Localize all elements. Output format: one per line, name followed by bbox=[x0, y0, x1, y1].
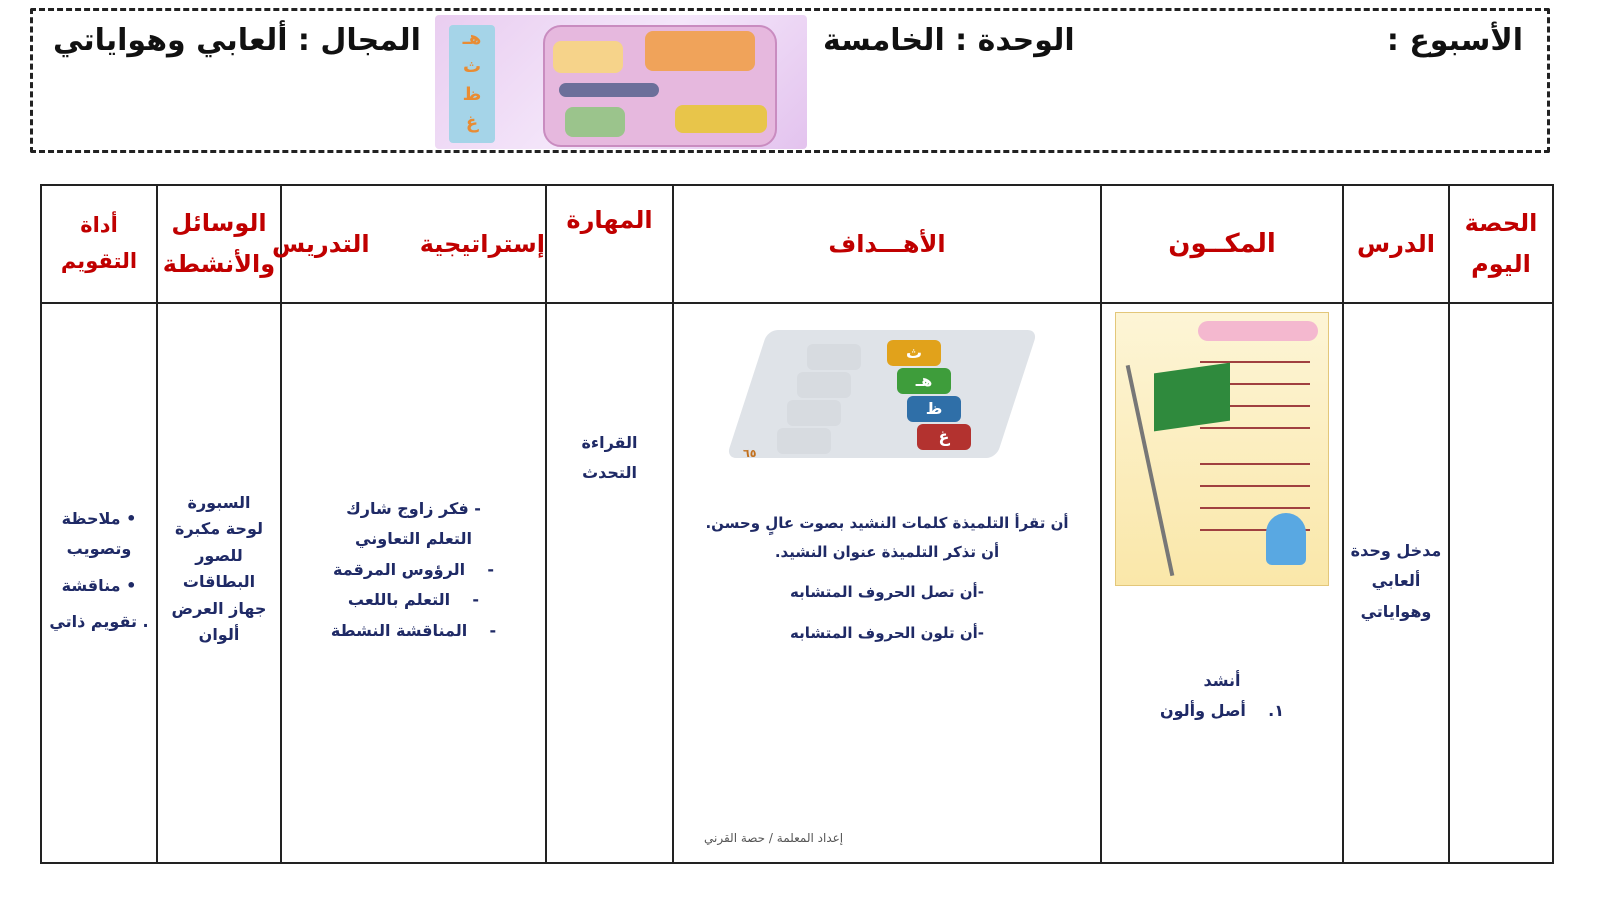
component-cell bbox=[1101, 303, 1343, 863]
col-component: المكــون bbox=[1101, 185, 1343, 303]
tray-key-2: هـ bbox=[897, 368, 951, 394]
tray-blank-key bbox=[777, 428, 831, 454]
resource-item: للصور bbox=[195, 545, 243, 565]
strategy-item: - الرؤوس المرقمة bbox=[333, 559, 494, 579]
col-strategy: إستراتيجية التدريس bbox=[281, 185, 546, 303]
col-period-day bbox=[1449, 185, 1553, 303]
strip-letter: ظ bbox=[462, 84, 482, 105]
assessment-item: • مناقشة bbox=[61, 575, 137, 595]
strategy-item: - المناقشة النشطة bbox=[330, 620, 497, 640]
lesson-line: ألعابي bbox=[1371, 571, 1421, 591]
col-skill: المهارة bbox=[546, 185, 673, 303]
poem-line bbox=[1200, 463, 1310, 465]
unit-cover-image bbox=[435, 15, 807, 149]
tray-key-1: ث bbox=[887, 340, 941, 366]
resource-item: البطاقات bbox=[182, 572, 256, 592]
textbook-page-image bbox=[1115, 312, 1329, 586]
assessment-item: • ملاحظة bbox=[61, 509, 137, 528]
toys-panel bbox=[543, 25, 777, 147]
col-resources-line1: الوسائل bbox=[171, 209, 267, 238]
col-assessment bbox=[41, 185, 157, 303]
component-item: أنشد bbox=[1203, 671, 1241, 690]
tray-key-4: غ bbox=[917, 424, 971, 450]
strategy-cell bbox=[281, 303, 546, 863]
lesson-row bbox=[41, 303, 1553, 863]
header-box bbox=[30, 8, 1550, 153]
lesson-line: مدخل وحدة bbox=[1350, 541, 1442, 560]
col-period: الحصة bbox=[1464, 209, 1538, 238]
skill-cell bbox=[546, 303, 673, 863]
objective-item: -أن تلون الحروف المتشابه bbox=[789, 623, 985, 642]
resource-item: جهاز العرض bbox=[171, 598, 267, 618]
period-day-cell bbox=[1449, 303, 1553, 863]
strip-letter: ث bbox=[462, 56, 482, 77]
lesson-plan-table bbox=[40, 184, 1554, 864]
letters-strip bbox=[449, 25, 495, 143]
tray-base bbox=[726, 330, 1038, 458]
lesson-cell bbox=[1343, 303, 1449, 863]
skill-item: التحدث bbox=[582, 463, 637, 483]
objective-item: -أن تصل الحروف المتشابه bbox=[790, 583, 984, 601]
assessment-item: . تقويم ذاتي bbox=[49, 612, 149, 632]
objectives-list bbox=[674, 509, 1100, 647]
resource-item: ألوان bbox=[198, 624, 240, 644]
strip-letter: غ bbox=[465, 112, 479, 133]
strip-letter: هـ bbox=[462, 28, 482, 49]
strategy-item: - فكر زاوج شارك bbox=[346, 499, 481, 518]
unit-label: الوحدة : الخامسة bbox=[823, 23, 1075, 58]
tray-blank-key bbox=[787, 400, 841, 426]
component-list bbox=[1102, 666, 1342, 727]
week-label: الأسبوع : bbox=[1386, 23, 1523, 58]
park-toy bbox=[565, 107, 625, 137]
assessment-item: وتصويب bbox=[66, 539, 132, 559]
header-row bbox=[41, 185, 1553, 303]
strategy-item: - التعلم باللعب bbox=[347, 590, 480, 610]
skill-item: القراءة bbox=[581, 433, 638, 452]
flag-icon bbox=[1154, 363, 1230, 432]
resources-cell bbox=[157, 303, 281, 863]
tray-blank-key bbox=[797, 372, 851, 398]
lesson-line: وهواياتي bbox=[1360, 601, 1432, 621]
tray-page-number: ٦٥ bbox=[743, 447, 757, 460]
plane-toy bbox=[559, 83, 659, 97]
col-assessment-line2: التقويم bbox=[60, 249, 138, 273]
tray-key-3: ظ bbox=[907, 396, 961, 422]
objectives-cell bbox=[673, 303, 1101, 863]
col-resources-line2: والأنشطة bbox=[162, 250, 276, 278]
book-toy bbox=[645, 31, 755, 71]
poem-line bbox=[1200, 427, 1310, 429]
game-toy bbox=[675, 105, 767, 133]
col-day: اليوم bbox=[1471, 250, 1531, 278]
col-lesson: الدرس bbox=[1343, 185, 1449, 303]
assessment-cell bbox=[41, 303, 157, 863]
col-resources bbox=[157, 185, 281, 303]
objective-item: أن تذكر التلميذة عنوان النشيد. bbox=[774, 542, 1000, 561]
poem-line bbox=[1200, 361, 1310, 363]
col-assessment-line1: أداة bbox=[80, 213, 118, 238]
col-objectives: الأهـــداف bbox=[673, 185, 1101, 303]
poem-line bbox=[1200, 485, 1310, 487]
kite-toy bbox=[553, 41, 623, 73]
letters-tray-image bbox=[737, 320, 1037, 465]
component-item: ١. أصل وألون bbox=[1159, 701, 1285, 721]
page-title-bar bbox=[1198, 321, 1318, 341]
teacher-credit: إعداد المعلمة / حصة القرني bbox=[704, 831, 844, 846]
objective-item: أن تقرأ التلميذة كلمات النشيد بصوت عالٍ وحسن. bbox=[705, 514, 1069, 532]
domain-label: المجال : ألعابي وهواياتي bbox=[53, 23, 421, 58]
tray-blank-key bbox=[807, 344, 861, 370]
child-icon bbox=[1266, 513, 1306, 565]
resource-item: السبورة bbox=[187, 493, 251, 512]
resource-item: لوحة مكبرة bbox=[175, 519, 263, 539]
poem-line bbox=[1200, 507, 1310, 509]
strategy-item: التعلم التعاوني bbox=[355, 529, 472, 549]
